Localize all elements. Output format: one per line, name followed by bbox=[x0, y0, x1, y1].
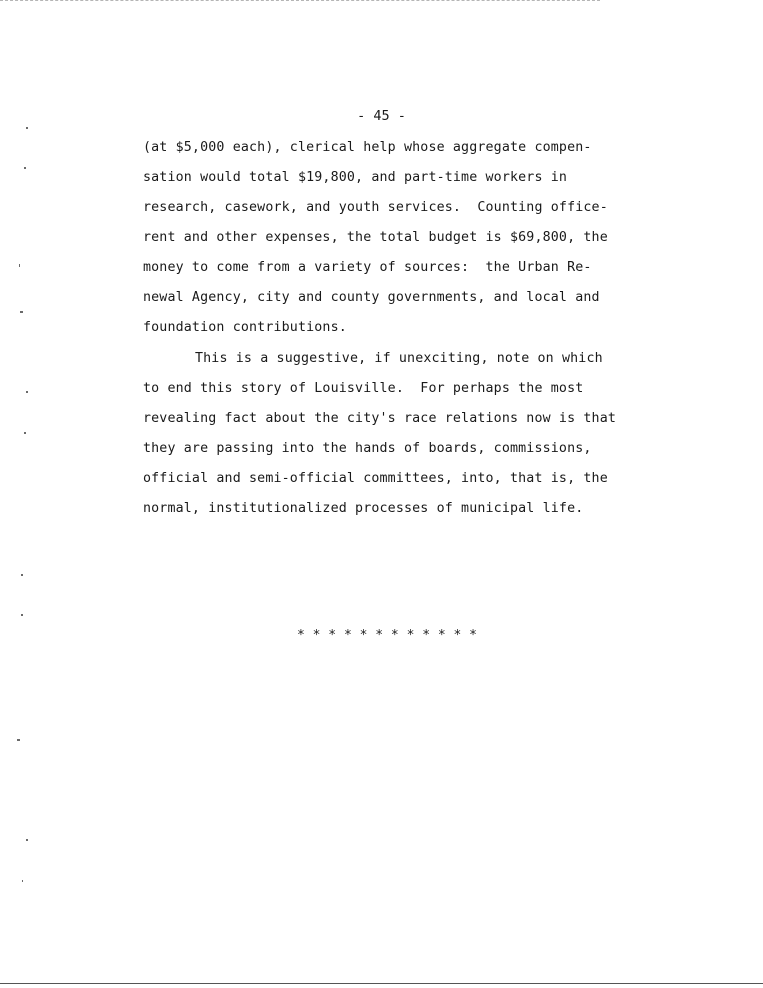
section-break-asterisks: * * * * * * * * * * * * bbox=[297, 628, 478, 643]
top-border-dashes bbox=[0, 0, 600, 1]
scan-speck bbox=[22, 880, 23, 882]
bottom-border-line bbox=[0, 983, 763, 984]
scan-speck bbox=[21, 574, 23, 576]
body-line-4: rent and other expenses, the total budget is $69,800, the bbox=[143, 230, 608, 245]
body-line-9: to end this story of Louisville. For perhaps the most bbox=[143, 381, 584, 396]
scan-speck bbox=[26, 839, 28, 841]
scan-speck bbox=[19, 264, 20, 267]
body-line-2: sation would total $19,800, and part-time workers in bbox=[143, 170, 568, 185]
scan-speck bbox=[26, 391, 28, 393]
body-line-6: newal Agency, city and county governments, and local and bbox=[143, 290, 600, 305]
body-line-3: research, casework, and youth services. Counting office- bbox=[143, 200, 608, 215]
body-line-5: money to come from a variety of sources: the Urban Re- bbox=[143, 260, 592, 275]
body-line-12: official and semi-official committees, into, that is, the bbox=[143, 471, 608, 486]
scan-speck bbox=[24, 432, 26, 434]
scan-speck bbox=[17, 739, 20, 741]
body-line-8: This is a suggestive, if unexciting, note on which bbox=[195, 351, 603, 366]
scan-speck bbox=[24, 167, 26, 169]
body-line-13: normal, institutionalized processes of municipal life. bbox=[143, 501, 584, 516]
scan-speck bbox=[21, 614, 23, 616]
body-line-11: they are passing into the hands of boards, commissions, bbox=[143, 441, 592, 456]
body-line-1: (at $5,000 each), clerical help whose aggregate compen- bbox=[143, 140, 592, 155]
body-line-7: foundation contributions. bbox=[143, 320, 347, 335]
body-line-10: revealing fact about the city's race relations now is that bbox=[143, 411, 617, 426]
scan-speck bbox=[26, 127, 28, 129]
scan-speck bbox=[20, 311, 23, 313]
page-number: - 45 - bbox=[357, 108, 406, 124]
